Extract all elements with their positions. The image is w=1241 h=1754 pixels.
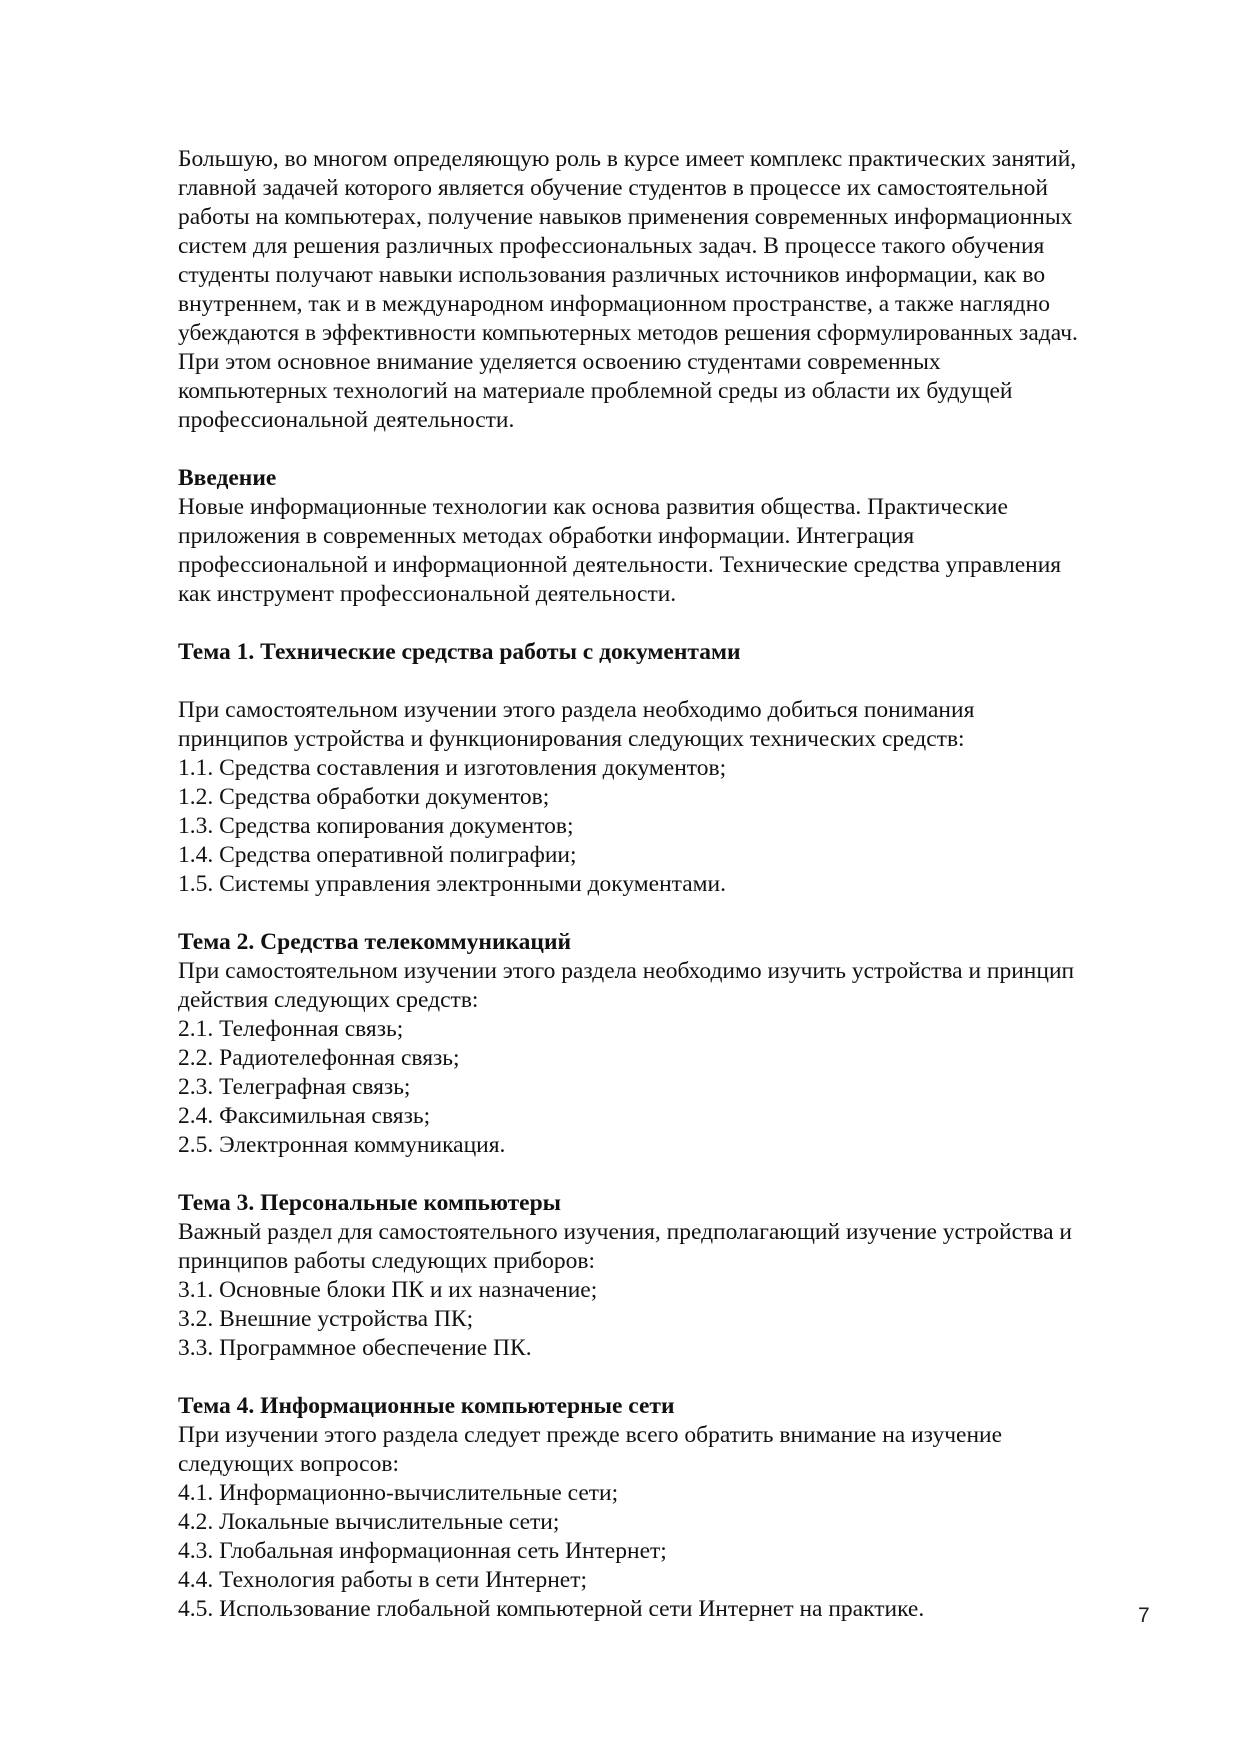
list-item: 4.4. Технология работы в сети Интернет;	[178, 1567, 588, 1593]
spacer	[178, 1363, 1163, 1392]
text-line: убеждаются в эффективности компьютерных методов решения сформулированных задач.	[178, 320, 1078, 346]
text-line: внутреннем, так и в международном информационном пространстве, а также наглядно	[178, 291, 1050, 317]
list-item: 1.3. Средства копирования документов;	[178, 813, 574, 839]
list-item: 4.3. Глобальная информационная сеть Интернет;	[178, 1538, 667, 1564]
text-line: Новые информационные технологии как основа развития общества. Практические	[178, 494, 1008, 520]
text-line: главной задачей которого является обучение студентов в процессе их самостоятельной	[178, 175, 1048, 201]
topic-4-section	[178, 1392, 1163, 1624]
list-item: 4.1. Информационно-вычислительные сети;	[178, 1480, 619, 1506]
topic-1-section	[178, 638, 1163, 899]
list-item: 3.3. Программное обеспечение ПК.	[178, 1335, 532, 1361]
text-line: профессиональной деятельности.	[178, 407, 515, 433]
text-line: При самостоятельном изучении этого раздела необходимо добиться понимания	[178, 697, 975, 723]
text-line: систем для решения различных профессиональных задач. В процессе такого обучения	[178, 233, 1045, 259]
text-line: студенты получают навыки использования различных источников информации, как во	[178, 262, 1046, 288]
list-item: 2.3. Телеграфная связь;	[178, 1074, 411, 1100]
page-number: 7	[1138, 1604, 1150, 1627]
text-line: компьютерных технологий на материале проблемной среды из области их будущей	[178, 378, 1013, 404]
text-line: При этом основное внимание уделяется освоению студентами современных	[178, 349, 941, 375]
text-line: приложения в современных методах обработки информации. Интеграция	[178, 523, 915, 549]
list-item: 3.2. Внешние устройства ПК;	[178, 1306, 474, 1332]
list-item: 1.4. Средства оперативной полиграфии;	[178, 842, 577, 868]
text-line: Большую, во многом определяющую роль в курсе имеет комплекс практических занятий,	[178, 146, 1077, 172]
list-item: 1.2. Средства обработки документов;	[178, 784, 550, 810]
list-item: 4.5. Использование глобальной компьютерной сети Интернет на практике.	[178, 1596, 925, 1622]
section-heading: Тема 4. Информационные компьютерные сети	[178, 1393, 675, 1419]
text-line: действия следующих средств:	[178, 987, 479, 1013]
list-item: 2.2. Радиотелефонная связь;	[178, 1045, 460, 1071]
list-item: 2.4. Факсимильная связь;	[178, 1103, 431, 1129]
list-item: 2.5. Электронная коммуникация.	[178, 1132, 506, 1158]
section-heading: Введение	[178, 465, 277, 491]
list-item: 2.1. Телефонная связь;	[178, 1016, 404, 1042]
text-line: При изучении этого раздела следует прежде всего обратить внимание на изучение	[178, 1422, 1003, 1448]
spacer	[178, 435, 1163, 464]
list-item: 1.5. Системы управления электронными документами.	[178, 871, 726, 897]
introduction-section	[178, 464, 1163, 609]
spacer	[178, 1160, 1163, 1189]
section-heading: Тема 3. Персональные компьютеры	[178, 1190, 561, 1216]
text-line: Важный раздел для самостоятельного изучения, предполагающий изучение устройства и	[178, 1219, 1072, 1245]
page-content	[178, 145, 1163, 1624]
section-heading: Тема 1. Технические средства работы с документами	[178, 639, 741, 665]
text-line: как инструмент профессиональной деятельности.	[178, 581, 677, 607]
topic-3-section	[178, 1189, 1163, 1363]
text-line: принципов работы следующих приборов:	[178, 1248, 596, 1274]
spacer	[178, 667, 1163, 696]
spacer	[178, 609, 1163, 638]
text-line: При самостоятельном изучении этого раздела необходимо изучить устройства и принцип	[178, 958, 1075, 984]
spacer	[178, 899, 1163, 928]
section-heading: Тема 2. Средства телекоммуникаций	[178, 929, 572, 955]
text-line: профессиональной и информационной деятельности. Технические средства управления	[178, 552, 1062, 578]
list-item: 4.2. Локальные вычислительные сети;	[178, 1509, 560, 1535]
text-line: принципов устройства и функционирования следующих технических средств:	[178, 726, 965, 752]
topic-2-section	[178, 928, 1163, 1160]
list-item: 3.1. Основные блоки ПК и их назначение;	[178, 1277, 598, 1303]
text-line: следующих вопросов:	[178, 1451, 399, 1477]
text-line: работы на компьютерах, получение навыков применения современных информационных	[178, 204, 1073, 230]
list-item: 1.1. Средства составления и изготовления документов;	[178, 755, 727, 781]
intro-paragraph	[178, 145, 1163, 435]
